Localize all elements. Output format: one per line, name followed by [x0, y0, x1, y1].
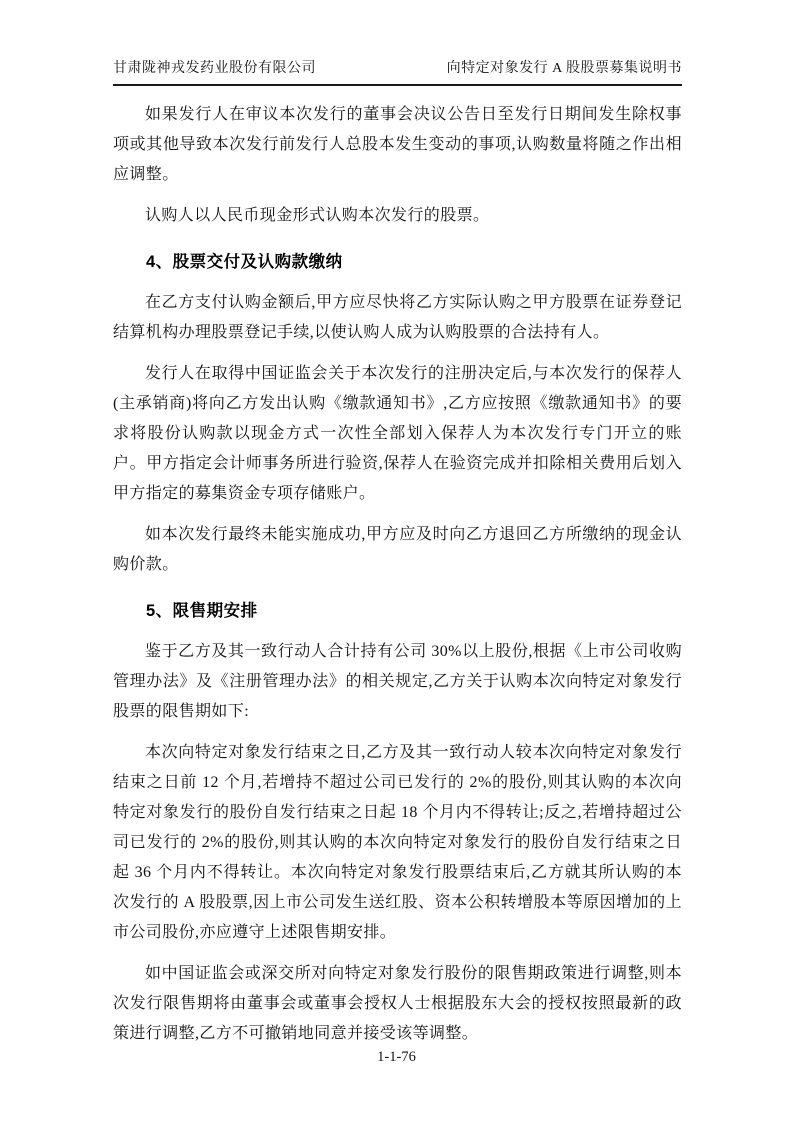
paragraph-lockup-policy-adjustment: 如中国证监会或深交所对向特定对象发行股份的限售期政策进行调整,则本次发行限售期将由董事会或董事会授权人士根据股东大会的授权按照最新的政策进行调整,乙方不可撤销地同意并接受该等调整。 — [113, 965, 682, 1042]
paragraph-share-registration: 在乙方支付认购金额后,甲方应尽快将乙方实际认购之甲方股票在证券登记结算机构办理股票登记手续,以使认购人成为认购股票的合法持有人。 — [113, 294, 682, 341]
section-heading-5-lockup-arrangement: 5、限售期安排 — [146, 602, 258, 620]
header-company-name: 甘肃陇神戎发药业股份有限公司 — [113, 61, 316, 76]
paragraph-cash-subscription: 认购人以人民币现金形式认购本次发行的股票。 — [145, 207, 490, 224]
paragraph-lockup-basis: 鉴于乙方及其一致行动人合计持有公司 30%以上股份,根据《上市公司收购管理办法》及《注册管理办法》的相关规定,乙方关于认购本次向特定对象发行股票的限售期如下: — [113, 643, 682, 720]
page-header — [113, 57, 682, 86]
section-heading-4-delivery-and-payment: 4、股票交付及认购款缴纳 — [146, 253, 343, 271]
paragraph-adjustment-clause: 如果发行人在审议本次发行的董事会决议公告日至发行日期间发生除权事项或其他导致本次发行前发行人总股本发生变动的事项,认购数量将随之作出相应调整。 — [113, 106, 682, 183]
page-footer — [0, 1049, 793, 1066]
paragraph-refund-clause: 如本次发行最终未能实施成功,甲方应及时向乙方退回乙方所缴纳的现金认购价款。 — [113, 526, 682, 573]
page-number: 1-1-76 — [377, 1049, 416, 1065]
paragraph-lockup-terms: 本次向特定对象发行结束之日,乙方及其一致行动人较本次向特定对象发行结束之日前 12 个月,若增持不超过公司已发行的 2%的股份,则其认购的本次向特定对象发行的股份自发行结束之日起 18 个月内不得转让;反之,若增持超过公司已发行的 2%的股份,则其认购的本次向特定对象发行的股份自发行结束之日起 36 个月内不得转让。本次向特定对象发行股票结束后,乙方就其所认购的本次发行的 A 股股票,因上市公司发生送红股、资本公积转增股本等原因增加的上市公司股份,亦应遵守上述限售期安排。 — [113, 744, 682, 941]
paragraph-payment-notice: 发行人在取得中国证监会关于本次发行的注册决定后,与本次发行的保荐人(主承销商)将向乙方发出认购《缴款通知书》,乙方应按照《缴款通知书》的要求将股份认购款以现金方式一次性全部划入保荐人为本次发行专门开立的账户。甲方指定会计师事务所进行验资,保荐人在验资完成并扣除相关费用后划入甲方指定的募集资金专项存储账户。 — [113, 365, 682, 502]
document-body — [113, 100, 682, 1049]
header-doc-title: 向特定对象发行 A 股股票募集说明书 — [446, 61, 682, 76]
